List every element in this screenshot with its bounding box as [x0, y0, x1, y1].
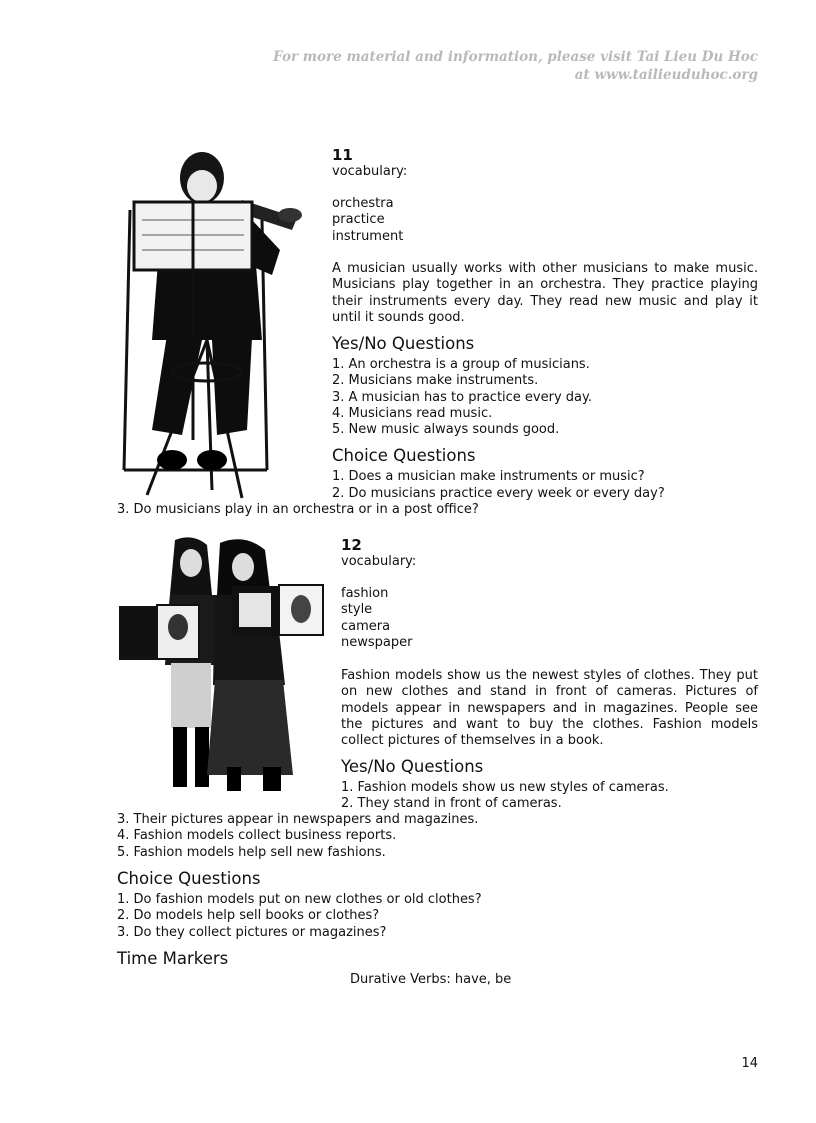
question-item: 3. Do they collect pictures or magazines?: [117, 924, 387, 940]
fashion-models-photo: [115, 535, 327, 797]
question-item: 5. New music always sounds good.: [332, 422, 560, 438]
lesson-12-vocab-label: vocabulary:: [341, 554, 417, 569]
vocab-item: newspaper: [341, 634, 413, 650]
page-number: 14: [741, 1056, 758, 1071]
time-markers-heading: Time Markers: [117, 949, 229, 968]
question-item: 3. Their pictures appear in newspapers and magazines.: [117, 812, 479, 827]
question-item: 4. Fashion models collect business reports.: [117, 828, 397, 844]
question-item: 1. Do fashion models put on new clothes or old clothes?: [117, 892, 482, 907]
lesson-12-reading: Fashion models show us the newest styles of clothes. They put on new clothes and stand in front of cameras. Pictures of models appear in newspapers and in magazines. People see the pictures and want to buy the clothes. Fashion models collect pictures of themselves in a book.: [341, 668, 758, 749]
lesson-11-vocab-list: [332, 196, 403, 245]
lesson-11-yesno-list: [332, 357, 592, 438]
question-item: 2. Musicians make instruments.: [332, 373, 539, 389]
lesson-11-number: 11: [332, 146, 353, 164]
lesson-12-yesno-heading: Yes/No Questions: [341, 757, 484, 776]
vocab-item: fashion: [341, 586, 389, 601]
question-item: 1. An orchestra is a group of musicians.: [332, 357, 590, 372]
lesson-11-yesno-heading: Yes/No Questions: [332, 334, 475, 353]
lesson-12-yesno-list-continued: [117, 812, 478, 861]
watermark: [273, 48, 758, 84]
vocab-item: practice: [332, 212, 385, 228]
watermark-line-1: For more material and information, please visit Tai Lieu Du Hoc: [273, 49, 758, 65]
question-item: 1. Fashion models show us new styles of cameras.: [341, 780, 669, 795]
question-item: 2. They stand in front of cameras.: [341, 796, 562, 811]
lesson-11-vocab-label: vocabulary:: [332, 164, 408, 179]
question-item: 2. Do musicians practice every week or every day?: [332, 486, 665, 501]
lesson-12-vocab-list: [341, 586, 412, 651]
lesson-12-choice-heading: Choice Questions: [117, 869, 261, 888]
lesson-11-reading: A musician usually works with other musicians to make music. Musicians play together in an orchestra. They practice playing their instruments every day. They read new music and play it until it sounds good.: [332, 261, 758, 325]
vocab-item: instrument: [332, 228, 404, 244]
question-item: 5. Fashion models help sell new fashions.: [117, 844, 386, 860]
vocab-item: camera: [341, 618, 391, 634]
question-item: 1. Does a musician make instruments or music?: [332, 469, 645, 484]
lesson-11-choice-heading: Choice Questions: [332, 446, 476, 465]
question-item: 4. Musicians read music.: [332, 405, 493, 421]
violinist-photo: [112, 140, 326, 502]
vocab-item: orchestra: [332, 196, 394, 211]
lesson-12-number: 12: [341, 536, 362, 554]
watermark-line-2: at www.tailieuduhoc.org: [574, 67, 758, 83]
durative-verbs-line: Durative Verbs: have, be: [350, 972, 512, 987]
lesson-12-choice-list: [117, 892, 482, 941]
question-item: 3. A musician has to practice every day.: [332, 389, 592, 405]
question-item: 2. Do models help sell books or clothes?: [117, 908, 380, 924]
question-item: 3. Do musicians play in an orchestra or in a post office?: [117, 502, 479, 517]
vocab-item: style: [341, 602, 373, 618]
